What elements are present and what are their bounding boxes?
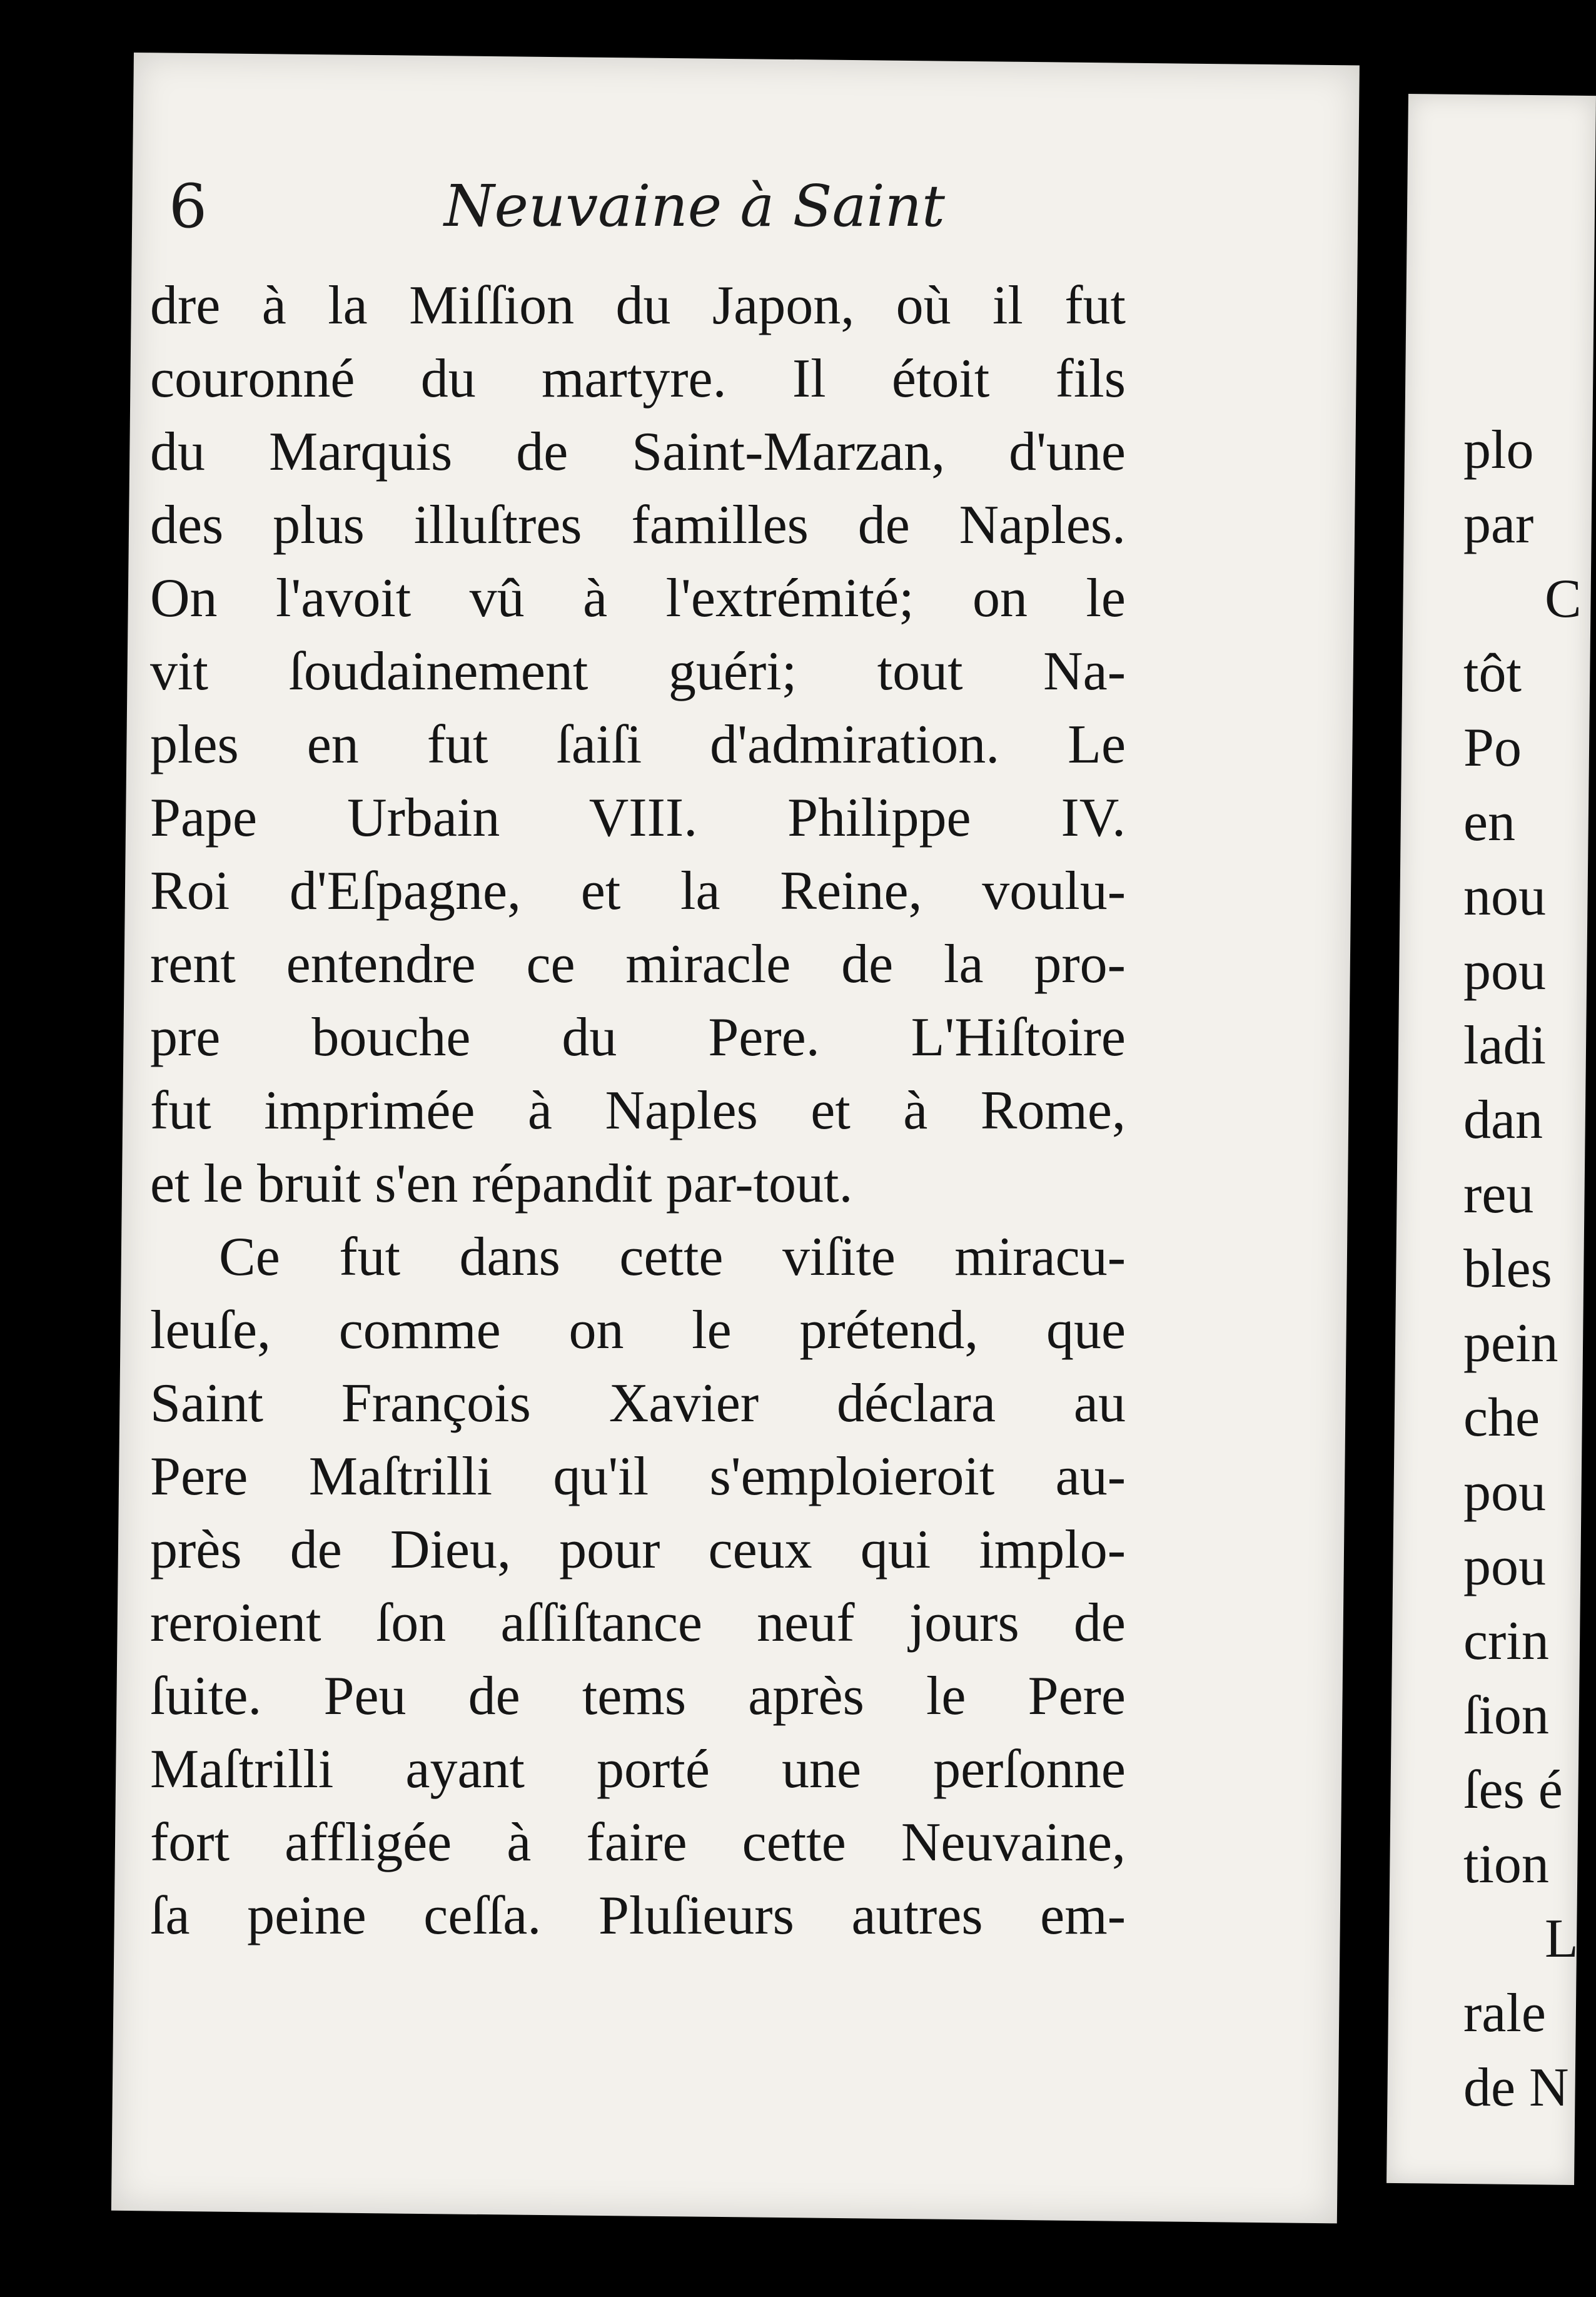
text-line: pre bouche du Pere. L'Hiſtoire (150, 1007, 1126, 1068)
text-fragment: reu (1463, 1164, 1534, 1225)
text-line: Maſtrilli ayant porté une perſonne (150, 1739, 1126, 1800)
text-line: vit ſoudainement guéri; tout Na- (150, 641, 1126, 702)
text-fragment: nou (1463, 866, 1546, 927)
text-line: ples en fut ſaiſi d'admiration. Le (150, 714, 1126, 775)
text-line: couronné du martyre. Il étoit fils (150, 348, 1126, 409)
text-line: Ce fut dans cette viſite miracu- (219, 1227, 1126, 1287)
text-fragment: dan (1463, 1090, 1543, 1150)
text-fragment: rale (1463, 1983, 1546, 2044)
right-page-text (1463, 413, 1582, 2125)
text-fragment: L (1545, 1909, 1578, 1969)
text-fragment: ladi (1463, 1015, 1546, 1076)
text-fragment: pein (1463, 1313, 1558, 1374)
text-fragment: ſes é (1463, 1760, 1563, 1820)
text-line: Saint François Xavier déclara au (150, 1373, 1126, 1434)
text-fragment: pou (1463, 941, 1546, 1001)
text-fragment: Po (1463, 717, 1522, 778)
text-line: Roi d'Eſpagne, et la Reine, voulu- (150, 861, 1126, 921)
text-line: reroient ſon aſſiſtance neuf jours de (150, 1593, 1126, 1653)
text-line: près de Dieu, pour ceux qui implo- (150, 1519, 1126, 1580)
text-line: dre à la Miſſion du Japon, où il fut (150, 275, 1126, 336)
text-fragment: bles (1463, 1239, 1552, 1299)
text-line: fut imprimée à Naples et à Rome, (150, 1080, 1126, 1141)
text-fragment: tôt (1463, 643, 1522, 704)
text-fragment: en (1463, 792, 1516, 853)
text-fragment: C (1545, 569, 1582, 629)
text-line: leuſe, comme on le prétend, que (150, 1300, 1126, 1361)
text-line: rent entendre ce miracle de la pro- (150, 934, 1126, 995)
text-line: ſa peine ceſſa. Pluſieurs autres em- (150, 1885, 1126, 1946)
text-fragment: che (1463, 1387, 1540, 1448)
text-fragment: ſion (1463, 1685, 1549, 1746)
text-fragment: tion (1463, 1834, 1549, 1895)
text-fragment: pou (1463, 1536, 1546, 1597)
text-line: fort affligée à faire cette Neuvaine, (150, 1812, 1126, 1873)
text-fragment: crin (1463, 1611, 1549, 1671)
text-line: et le bruit s'en répandit par-tout. (150, 1154, 853, 1214)
text-line: Pere Maſtrilli qu'il s'emploieroit au- (150, 1446, 1126, 1507)
text-line: des plus illuſtres familles de Naples. (150, 495, 1126, 555)
page-number: 6 (169, 171, 208, 241)
text-line: ſuite. Peu de tems après le Pere (150, 1666, 1126, 1727)
text-fragment: de N (1463, 2057, 1569, 2118)
text-line: Pape Urbain VIII. Philippe IV. (150, 788, 1126, 848)
running-head (169, 163, 1107, 250)
text-line: du Marquis de Saint-Marzan, d'une (150, 422, 1126, 482)
running-title: Neuvaine à Saint (444, 173, 946, 240)
text-fragment: pou (1463, 1462, 1546, 1523)
text-fragment: plo (1463, 420, 1534, 480)
text-line: On l'avoit vû à l'extrémité; on le (150, 568, 1126, 629)
body-text (150, 269, 1126, 1952)
text-fragment: par (1463, 494, 1534, 555)
